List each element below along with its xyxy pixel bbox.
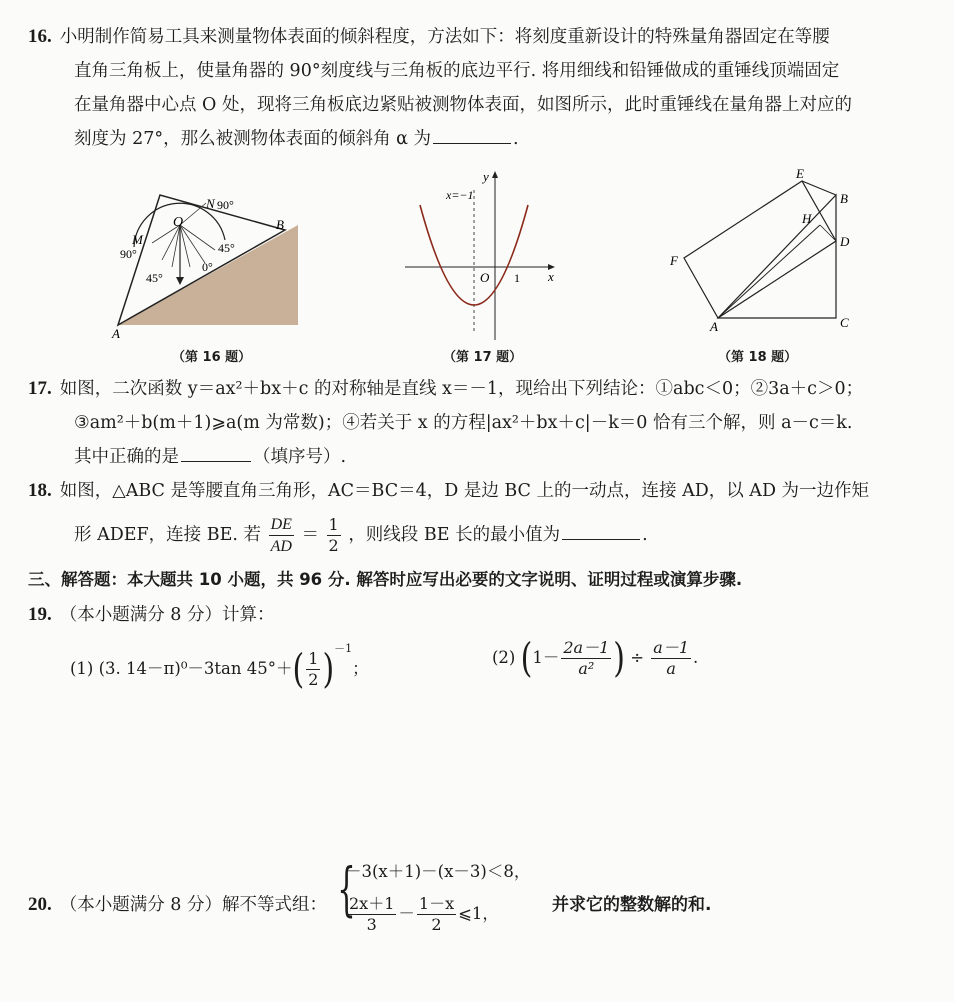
triangle-ABC bbox=[718, 195, 836, 318]
one-minus: 1－ bbox=[532, 648, 560, 667]
fraction-half bbox=[306, 651, 320, 688]
answer-blank[interactable] bbox=[433, 125, 511, 144]
frac-num: a－1 bbox=[653, 638, 690, 657]
fraction-2x+1 bbox=[347, 896, 396, 933]
label-x: x bbox=[548, 269, 554, 284]
label-y: y bbox=[483, 169, 489, 184]
q16-line3: 在量角器中心点 O 处，现将三角板底边紧贴被测物体表面，如图所示，此时重锤线在量角器上对应的 bbox=[74, 95, 852, 115]
inequality-2 bbox=[345, 896, 499, 933]
protractor-ticks bbox=[152, 203, 215, 267]
fraction-a-1 bbox=[651, 640, 691, 677]
question-number: 20. bbox=[28, 894, 52, 915]
label-C: C bbox=[840, 315, 849, 330]
period: . bbox=[693, 648, 699, 667]
figure-17 bbox=[400, 165, 565, 345]
question-18 bbox=[28, 474, 932, 555]
q18-period: . bbox=[642, 525, 648, 545]
exponent: －1 bbox=[334, 642, 353, 655]
section-heading: 三、解答题：本大题共 10 小题，共 96 分. 解答时应写出必要的文字说明、证明过程或演算步骤. bbox=[28, 570, 743, 589]
q20-intro: （本小题满分 8 分）解不等式组： bbox=[59, 895, 328, 915]
plumb-bob bbox=[176, 277, 184, 285]
le-one: ⩽1， bbox=[458, 904, 499, 923]
label-axis: x=−1 bbox=[446, 188, 474, 202]
q16-line4: 刻度为 27°，那么被测物体表面的倾斜角 α 为 bbox=[74, 129, 432, 149]
question-16 bbox=[28, 20, 932, 156]
q16-line2: 直角三角板上，使量角器的 90°刻度线与三角板的底边平行. 将用细线和铅锤做成的重锤线顶端固定 bbox=[74, 61, 840, 81]
q19-part1-expr: (1) (3. 14－π)⁰－3tan 45°＋ bbox=[70, 659, 293, 678]
frac-den: 2 bbox=[308, 670, 319, 689]
label-N-90: 90° bbox=[217, 198, 234, 212]
q19-intro: （本小题满分 8 分）计算： bbox=[59, 605, 275, 625]
label-B: B bbox=[840, 191, 848, 206]
label-B: B bbox=[276, 217, 284, 232]
equals: ＝ bbox=[301, 525, 319, 545]
frac-num: 1 bbox=[308, 649, 319, 668]
system-brace: { bbox=[337, 855, 356, 923]
frac-num: 2x＋1 bbox=[349, 894, 395, 913]
segment-AH bbox=[718, 225, 820, 318]
label-45-right: 45° bbox=[218, 241, 235, 255]
q19-part1: (1) (3. 14－π)⁰－3tan 45°＋( $\frac{1}{2}$ )$^{-1}$； bbox=[70, 642, 369, 694]
q17-line3-post: （填序号）. bbox=[253, 447, 347, 467]
q17-line3: 其中正确的是 bbox=[74, 447, 179, 467]
caption-18: （第 18 题） bbox=[718, 350, 798, 365]
semicolon: ； bbox=[352, 659, 369, 678]
label-45-left: 45° bbox=[146, 271, 163, 285]
label-M-90: 90° bbox=[120, 247, 137, 261]
frac-den: 2 bbox=[328, 536, 339, 555]
label-N: N bbox=[206, 196, 215, 211]
frac-den: a² bbox=[578, 659, 595, 678]
label-0: 0° bbox=[202, 260, 213, 274]
question-17 bbox=[28, 372, 932, 474]
part-label: (2) bbox=[492, 648, 516, 667]
y-axis-arrow bbox=[492, 171, 498, 178]
answer-blank[interactable] bbox=[562, 521, 640, 540]
caption-16: （第 16 题） bbox=[172, 350, 252, 365]
inequality-1: －3(x＋1)－(x－3)＜8， bbox=[345, 862, 531, 881]
frac-den: 3 bbox=[366, 915, 377, 934]
q18-line1: 如图，△ABC 是等腰直角三角形，AC＝BC＝4，D 是边 BC 上的一动点，连接 AD，以 AD 为一边作矩 bbox=[59, 481, 870, 501]
question-19 bbox=[28, 598, 932, 632]
caption-17: （第 17 题） bbox=[443, 350, 523, 365]
q18-line2a: 形 ADEF，连接 BE. 若 bbox=[74, 525, 261, 545]
frac-num: 1 bbox=[328, 515, 339, 534]
q16-line1: 小明制作简易工具来测量物体表面的倾斜程度，方法如下：将刻度重新设计的特殊量角器固定在等腰 bbox=[59, 27, 830, 47]
fraction-DE-AD bbox=[269, 516, 294, 555]
divide-sign: ÷ bbox=[630, 648, 645, 667]
fraction-1-x bbox=[417, 896, 456, 933]
answer-blank[interactable] bbox=[181, 443, 251, 462]
label-M: M bbox=[132, 232, 143, 247]
fraction-half bbox=[327, 517, 341, 554]
frac-num: DE bbox=[270, 516, 292, 533]
segment-BE bbox=[802, 181, 836, 195]
question-number: 18. bbox=[28, 480, 52, 501]
frac-den: 2 bbox=[431, 915, 442, 934]
figure-16 bbox=[110, 185, 310, 345]
q17-line1: 如图，二次函数 y＝ax²＋bx＋c 的对称轴是直线 x＝－1，现给出下列结论：①abc＜0；②3a＋c＞0； bbox=[59, 379, 864, 399]
frac-den: a bbox=[666, 659, 676, 678]
frac-num: 1－x bbox=[418, 894, 455, 913]
q17-line2: ③am²＋b(m＋1)⩾a(m 为常数)；④若关于 x 的方程|ax²＋bx＋c|－k＝0 恰有三个解，则 a－c＝k. bbox=[74, 413, 853, 433]
label-O: O bbox=[173, 215, 184, 230]
minus-sign: － bbox=[398, 904, 415, 923]
label-F: F bbox=[670, 253, 678, 268]
question-number: 17. bbox=[28, 378, 52, 399]
figure-18 bbox=[668, 165, 858, 340]
q19-part2: (2) (1－ $\frac{2a-1}{\text{a²}}$ ) ÷ $\frac{a-1}{a}$ . bbox=[492, 634, 699, 683]
question-number: 16. bbox=[28, 26, 52, 47]
label-A: A bbox=[112, 326, 120, 341]
q18-line2b: ，则线段 BE 长的最小值为 bbox=[348, 525, 561, 545]
label-1: 1 bbox=[514, 271, 520, 285]
label-H: H bbox=[802, 211, 812, 226]
frac-num: 2a－1 bbox=[563, 638, 610, 657]
q20-tail: 并求它的整数解的和. bbox=[552, 895, 712, 915]
frac-den: AD bbox=[270, 538, 292, 555]
question-number: 19. bbox=[28, 604, 52, 625]
q16-period: . bbox=[513, 129, 519, 149]
rectangle-ADEF bbox=[684, 181, 836, 318]
label-O: O bbox=[480, 270, 490, 285]
fraction-2a-1 bbox=[561, 640, 611, 677]
label-E: E bbox=[796, 166, 804, 181]
label-A: A bbox=[710, 319, 718, 334]
label-D: D bbox=[840, 234, 850, 249]
